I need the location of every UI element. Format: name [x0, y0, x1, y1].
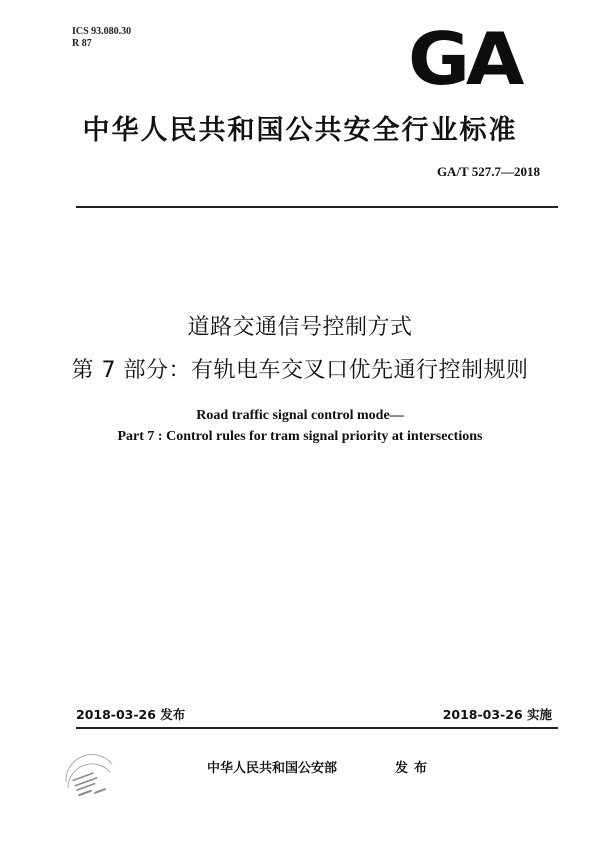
- title-en-line1: Road traffic signal control mode—: [196, 408, 404, 423]
- issue-label: 发布: [395, 761, 434, 776]
- title-en-line2: Part 7 : Control rules for tram signal priority at intersections: [117, 429, 483, 444]
- ics-code: ICS 93.080.30: [72, 26, 132, 37]
- classification-codes: [72, 26, 131, 50]
- ccs-code: R 87: [72, 38, 92, 49]
- publish-date: 2018-03-26 发布: [76, 707, 186, 722]
- title-cn-line1: 道路交通信号控制方式: [187, 315, 413, 340]
- issuing-authority: 中华人民共和国公安部: [207, 761, 338, 776]
- standard-number: GA/T 527.7—2018: [436, 164, 540, 179]
- implement-date: 2018-03-26 实施: [442, 707, 552, 722]
- watermark-stamp-icon: [58, 742, 120, 804]
- standard-category-title: 中华人民共和国公共安全行业标准: [82, 115, 518, 146]
- title-cn-line2: 第 7 部分：有轨电车交叉口优先通行控制规则: [71, 358, 529, 383]
- footer-divider: [76, 727, 558, 729]
- ga-logo: GA: [408, 17, 521, 101]
- header-divider: [76, 206, 558, 208]
